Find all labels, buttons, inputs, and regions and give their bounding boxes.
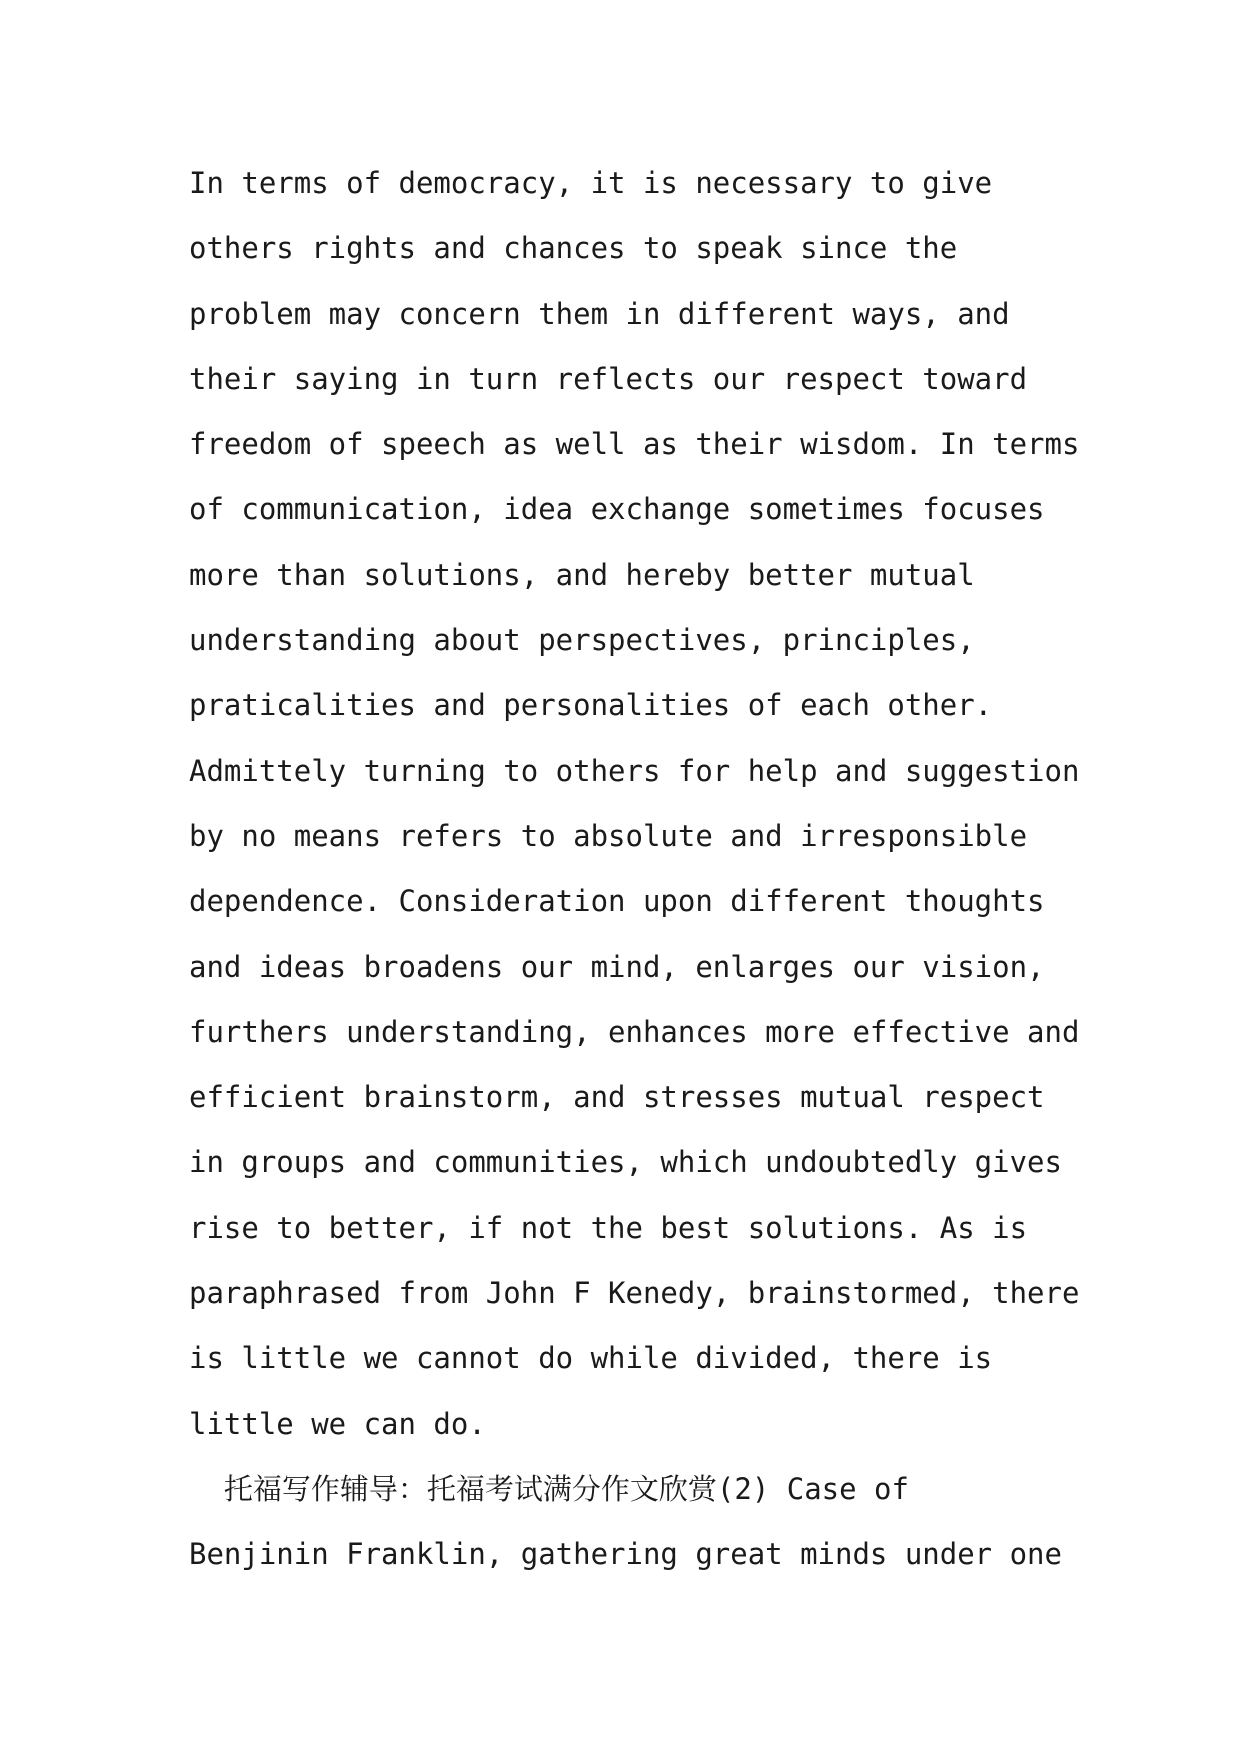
text-line: praticalities and personalities of each other. <box>189 688 993 723</box>
text-line: their saying in turn reflects our respect toward <box>189 361 1028 396</box>
text-line: more than solutions, and hereby better mutual <box>189 557 975 592</box>
text-line: and ideas broadens our mind, enlarges our vision, <box>189 949 1045 984</box>
section-heading-line: 托福写作辅导：托福考试满分作文欣赏(2) Case of <box>189 1471 909 1506</box>
text-line: by no means refers to absolute and irresponsible <box>189 818 1028 853</box>
text-line: little we can do. <box>189 1406 486 1441</box>
text-line: is little we cannot do while divided, there is <box>189 1341 993 1376</box>
text-line: In terms of democracy, it is necessary to give <box>189 166 993 200</box>
text-line: others rights and chances to speak since the <box>189 231 958 266</box>
text-line: Admittely turning to others for help and suggestion <box>189 753 1080 788</box>
text-line: paraphrased from John F Kenedy, brainstormed, there <box>189 1276 1080 1311</box>
body-text <box>189 151 1080 1588</box>
text-line: of communication, idea exchange sometimes focuses <box>189 492 1045 527</box>
text-line: in groups and communities, which undoubtedly gives <box>189 1145 1062 1180</box>
text-line: rise to better, if not the best solutions. As is <box>189 1210 1028 1245</box>
text-line: understanding about perspectives, principles, <box>189 623 975 658</box>
text-line: freedom of speech as well as their wisdom. In terms <box>189 427 1080 462</box>
text-line: dependence. Consideration upon different thoughts <box>189 884 1045 919</box>
text-line: efficient brainstorm, and stresses mutual respect <box>189 1080 1045 1115</box>
text-line: furthers understanding, enhances more effective and <box>189 1014 1080 1049</box>
text-line: problem may concern them in different ways, and <box>189 296 1010 331</box>
text-line: Benjinin Franklin, gathering great minds under one <box>189 1537 1062 1572</box>
